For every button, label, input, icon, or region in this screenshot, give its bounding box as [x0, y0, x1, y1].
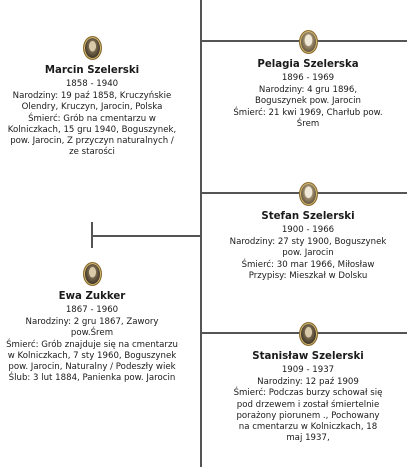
- tree-connector-trunk: [200, 0, 202, 467]
- person-birth: Narodziny: 12 paź 1909: [257, 377, 359, 388]
- person-name: Stefan Szelerski: [261, 211, 355, 222]
- person-birth: Narodziny: 27 sty 1900, Boguszynek pow. Jarocin: [229, 237, 387, 259]
- person-card-marcin[interactable]: [4, 36, 180, 158]
- person-name: Stanisław Szelerski: [252, 351, 364, 362]
- person-death: Śmierć: Grób na cmentarzu w Kolniczkach, 15 gru 1940, Boguszynek, pow. Jarocin, Z przyczyn naturalnych / ze starości: [7, 113, 177, 158]
- person-birth: Narodziny: 2 gru 1867, Zawory pow.Śrem: [25, 317, 159, 339]
- person-marriage: Ślub: 3 lut 1884, Panienka pow. Jarocin: [8, 373, 176, 384]
- person-card-stefan[interactable]: [228, 182, 388, 282]
- person-birth: Narodziny: 19 paź 1858, Kruczyńskie Olendry, Kruczyn, Jarocin, Polska: [12, 91, 172, 113]
- person-photo: [299, 30, 318, 54]
- person-death: Śmierć: Podczas burzy schował się pod drzewem i został śmiertelnie porażony piorunem ., Pochowany na cmentarzu w Kolniczkach, 18 maj 1937,: [233, 388, 383, 444]
- person-death: Śmierć: Grób znajduje się na cmentarzu w Kolniczkach, 7 sty 1960, Boguszynek pow. Jarocin, Naturalny / Podeszły wiek: [6, 339, 178, 373]
- person-card-stanislaw[interactable]: [230, 322, 386, 444]
- person-name: Marcin Szelerski: [44, 65, 140, 76]
- person-name: Pelagia Szelerska: [257, 59, 359, 70]
- person-years: 1896 - 1969: [281, 73, 335, 83]
- person-death: Śmierć: 30 mar 1966, Miłosław: [241, 259, 375, 270]
- person-years: 1858 - 1940: [65, 79, 119, 89]
- person-photo: [299, 182, 318, 206]
- person-card-pelagia[interactable]: [232, 30, 384, 130]
- person-years: 1867 - 1960: [65, 305, 119, 315]
- person-years: 1909 - 1937: [281, 365, 335, 375]
- tree-connector-parents-horizontal: [91, 235, 201, 237]
- person-name: Ewa Zukker: [58, 291, 126, 302]
- person-card-ewa[interactable]: [6, 262, 178, 384]
- person-birth: Narodziny: 4 gru 1896, Boguszynek pow. Jarocin: [255, 85, 361, 107]
- person-photo: [83, 262, 102, 286]
- person-death: Śmierć: 21 kwi 1969, Charłub pow. Śrem: [233, 107, 383, 129]
- person-notes: Przypisy: Mieszkał w Dolsku: [248, 270, 368, 281]
- person-years: 1900 - 1966: [281, 225, 335, 235]
- person-photo: [83, 36, 102, 60]
- person-photo: [299, 322, 318, 346]
